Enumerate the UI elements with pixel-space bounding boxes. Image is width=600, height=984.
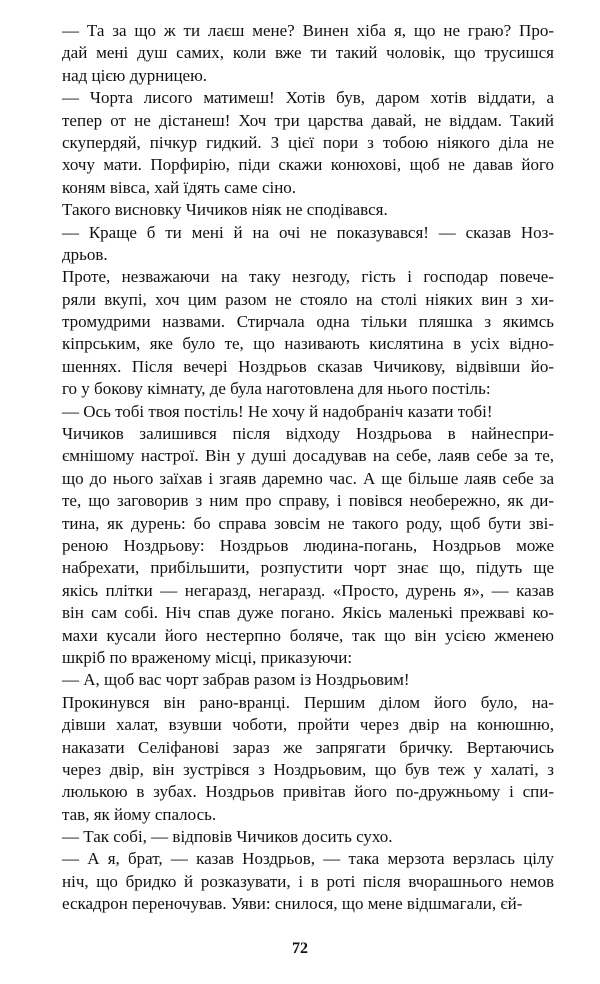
text-line: тромудрими назвами. Стирчала одна тільки пляшка з якимсь	[62, 312, 554, 332]
paragraph	[62, 199, 554, 221]
text-line: Прокинувся він рано-вранці. Першим ділом його було, на-	[62, 692, 554, 712]
text-line: якісь плітки — негаразд, негаразд. «Просто, дурень я», — казав	[62, 580, 554, 600]
text-line: — А, щоб вас чорт забрав разом із Ноздрьовим!	[62, 670, 410, 690]
text-line: тина, як дурень: бо справа зовсім не такого роду, щоб бути зві-	[62, 513, 554, 533]
text-line: те, що заговорив з ним про справу, і повівся необережно, як ди-	[62, 491, 554, 511]
text-line: скупердяй, пічкур гидкий. З цієї пори з тобою ніякого діла не	[62, 132, 554, 152]
paragraph	[62, 266, 554, 400]
text-line: тав, як йому спалось.	[62, 804, 217, 824]
text-line: дрьов.	[62, 244, 108, 264]
text-line: шкріб по враженому місці, приказуючи:	[62, 647, 353, 667]
text-line: Чичиков залишився після відходу Ноздрьова в найнеспри-	[62, 424, 554, 444]
paragraph	[62, 423, 554, 669]
page-body	[62, 20, 554, 916]
paragraph	[62, 848, 554, 915]
text-line: він сам собі. Ніч спав дуже погано. Якісь маленькі прежваві ко-	[62, 603, 554, 623]
text-line: ескадрон переночував. Уяви: снилося, що мене відшмагали, єй-	[62, 894, 523, 914]
text-line: хочу мати. Порфирію, піди скажи конюхові, щоб не давав його	[62, 155, 554, 175]
text-line: ємнішому настрої. Він у душі досадував на себе, лаяв себе за те,	[62, 446, 554, 466]
paragraph	[62, 20, 554, 87]
paragraph	[62, 401, 554, 423]
text-line: — Ось тобі твоя постіль! Не хочу й надобраніч казати тобі!	[62, 401, 493, 421]
text-line: кіпрським, яке було те, що називають кислятина в усіх відно-	[62, 334, 554, 354]
text-line: дівши халат, взувши чоботи, пройти через двір на конюшню,	[62, 715, 554, 735]
paragraph	[62, 222, 554, 267]
text-line: го у бокову кімнату, де була наготовлена для нього постіль:	[62, 379, 491, 399]
text-line: люлькою в зубах. Ноздрьов привітав його по-дружньому і спи-	[62, 782, 554, 802]
text-line: тепер от не дістанеш! Хоч три царства давай, не віддам. Такий	[62, 110, 554, 130]
paragraph	[62, 692, 554, 826]
text-line: ніч, що бридко й розказувати, і в роті після вчорашнього немов	[62, 871, 554, 891]
text-line: — Краще б ти мені й на очі не показувався! — сказав Ноз-	[62, 222, 554, 242]
text-line: ряли вкупі, хоч цим разом не стояло на столі ніяких вин з хи-	[62, 289, 554, 309]
text-line: над цією дурницею.	[62, 65, 208, 85]
text-line: — Та за що ж ти лаєш мене? Винен хіба я, що не граю? Про-	[62, 21, 554, 40]
text-line: реною Ноздрьову: Ноздрьов людина-погань, Ноздрьов може	[62, 535, 554, 555]
text-line: Такого висновку Чичиков ніяк не сподівався.	[62, 200, 388, 220]
text-line: Проте, незважаючи на таку незгоду, гість і господар повече-	[62, 267, 554, 287]
text-line: — Так собі, — відповів Чичиков досить сухо.	[62, 827, 393, 847]
text-line: набрехати, прибільшити, розпустити чорт знає що, підуть ще	[62, 558, 554, 578]
text-line: що до нього заїхав і згаяв даремно час. А ще більше лаяв себе за	[62, 468, 554, 488]
text-line: через двір, він зустрівся з Ноздрьовим, що був теж у халаті, з	[62, 759, 554, 779]
text-line: — А я, брат, — казав Ноздрьов, — така мерзота верзлась цілу	[62, 849, 554, 869]
text-line: — Чорта лисого матимеш! Хотів був, даром хотів віддати, а	[62, 88, 554, 108]
paragraph	[62, 826, 554, 848]
paragraph	[62, 87, 554, 199]
paragraph	[62, 669, 554, 691]
text-line: махи кусали його нестерпно боляче, так що він усією жменею	[62, 625, 554, 645]
text-line: коням вівса, хай їдять саме сіно.	[62, 177, 297, 197]
text-line: дай мені душ самих, коли вже ти такий чоловік, що трусишся	[62, 43, 554, 63]
text-line: шеннях. Після вечері Ноздрьов сказав Чичикову, відвівши йо-	[62, 356, 554, 376]
text-line: наказати Селіфанові зараз же запрягати бричку. Вертаючись	[62, 737, 554, 757]
page-number: 72	[292, 940, 308, 957]
